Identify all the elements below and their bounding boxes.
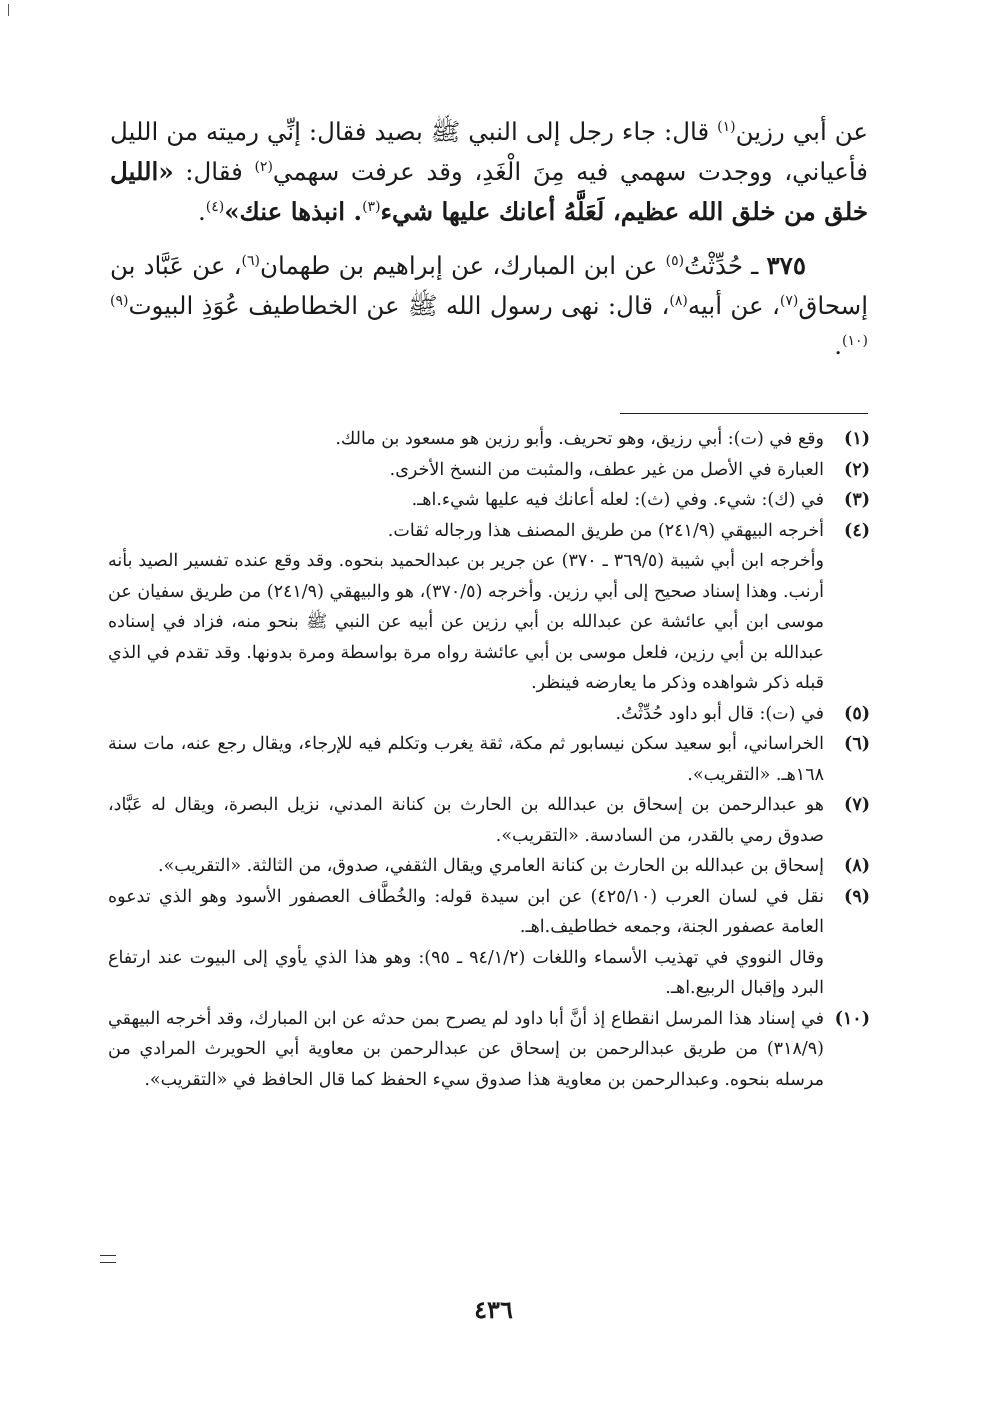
footnote-number: (٢): [844, 459, 870, 480]
hadith-paragraph-1: [110, 112, 868, 232]
footnote-text: الخراساني، أبو سعيد سكن نيسابور ثم مكة، ثقة يغرب وتكلم فيه للإرجاء، ويقال رجع عنه، مات سنة ١٦٨هـ. «التقريب».: [108, 734, 824, 785]
footnote-5: [108, 699, 870, 730]
footnote-number: (٧): [844, 795, 870, 815]
hadith-quote: . انبذها عنك»: [224, 197, 363, 226]
footnote-number: (٦): [844, 734, 870, 754]
footnote-ref[interactable]: (٨): [669, 292, 688, 309]
text-segment: عن أبي رزين: [735, 117, 868, 146]
footnote-number: (١٠): [834, 1008, 870, 1029]
hadith-paragraph-2: [110, 246, 868, 366]
footnote-1: [108, 424, 870, 455]
text-segment: عن ابن المبارك، عن إبراهيم بن طهمان: [260, 251, 666, 280]
footnote-4: [108, 516, 870, 699]
footnote-number: (٩): [844, 886, 870, 907]
footnote-text: في (ك): شيء. وفي (ث): لعله أعانك فيه عليها شيء.اهـ.: [411, 490, 824, 510]
footnote-6: [108, 729, 870, 790]
text-segment: .: [197, 197, 206, 226]
footnote-ref[interactable]: (٤): [205, 198, 225, 215]
hadith-number: ٣٧٥: [766, 251, 806, 280]
text-segment: فقال:: [173, 157, 255, 186]
footnote-ref[interactable]: (٣): [362, 198, 381, 215]
text-segment: قال: جاء رجل إلى النبي ﷺ بصيد فقال: إنِّي رميته من الليل فأعياني، ووجدت سهمي فيه مِنَ الْغَدِ، وقد عرفت سهمي: [110, 117, 869, 186]
footnote-number: (٥): [844, 703, 870, 724]
footnote-3: [108, 485, 870, 516]
footnote-number: (٤): [844, 520, 870, 541]
footnote-7: [108, 790, 870, 851]
footnote-number: (١): [844, 429, 870, 449]
text-segment: .: [834, 331, 843, 360]
footnote-ref[interactable]: (٢): [254, 158, 273, 175]
text-segment: ، عن أبيه: [687, 291, 780, 320]
text-segment: ، عن عَبَّاد بن إسحاق: [110, 251, 868, 320]
continuation-mark: [100, 1255, 116, 1263]
footnote-10: [108, 1004, 870, 1096]
footnote-8: [108, 851, 870, 882]
footnote-separator: [620, 413, 868, 414]
footnote-text: العبارة في الأصل من غير عطف، والمثبت من النسخ الأخرى.: [389, 459, 824, 480]
footnote-ref[interactable]: (٦): [241, 252, 260, 269]
hadith-quote: «الليل خلق من خلق الله عظيم، لَعَلَّهُ أعانك عليها شيء: [110, 157, 868, 226]
footnote-text: أخرجه البيهقي (٢٤١/٩) من طريق المصنف هذا ورجاله ثقات.: [387, 520, 824, 541]
page-number: ٤٣٦: [474, 1295, 513, 1324]
footnote-text: في (ت): قال أبو داود حُدِّثْتُ.: [615, 703, 824, 724]
footnote-text: في إسناد هذا المرسل انقطاع إذ أنَّ أبا داود لم يصرح بمن حدثه عن ابن المبارك، وقد أخرجه البيهقي (٣١٨/٩) من طريق عبدالرحمن بن إسحاق عن عبدالرحمن بن معاوية أبي الحويرث المرادي من مرسله بنحوه. وعبدالرحمن بن معاوية هذا صدوق سيء الحفظ كما قال الحافظ في «التقريب».: [108, 1008, 824, 1090]
footnote-text: وقع في (ت): أبي رزيق، وهو تحريف. وأبو رزين هو مسعود بن مالك.: [335, 429, 824, 449]
footnote-2: [108, 455, 870, 486]
footnote-text: نقل في لسان العرب (٤٢٥/١٠) عن ابن سيدة قوله: والخُطَّاف العصفور الأسود وهو الذي تدعوه العامة عصفور الجنة، وجمعه خطاطيف.اهـ.: [108, 886, 825, 937]
corner-mark: [8, 4, 23, 16]
footnote-text: هو عبدالرحمن بن إسحاق بن عبدالله بن الحارث بن كنانة المدني، نزيل البصرة، ويقال له عَبَّاد، صدوق رمي بالقدر، من السادسة. «التقريب».: [108, 795, 824, 846]
footnote-9: [108, 882, 870, 1004]
footnote-number: (٨): [844, 856, 870, 876]
footnote-number: (٣): [844, 490, 870, 510]
footnote-ref[interactable]: (٩)(١٠): [110, 292, 868, 349]
text-segment: ـ حُدِّثْتُ: [684, 251, 767, 280]
footnote-text: إسحاق بن عبدالله بن الحارث بن كنانة العامري ويقال الثقفي، صدوق، من الثالثة. «التقريب».: [158, 856, 824, 876]
footnote-text: وأخرجه ابن أبي شيبة (٣٦٩/٥ ـ ٣٧٠) عن جرير بن عبدالحميد بنحوه. وقد وقع عنده تفسير الصيد بأنه أرنب. وهذا إسناد صحيح إلى أبي رزين. وأخرجه (٣٧٠/٥)، هو والبيهقي (٢٤١/٩) من طريق سفيان عن موسى ابن أبي عائشة عن عبدالله بن أبي رزين عن أبيه عن النبي ﷺ بنحو منه، فزاد في إسناده عبدالله بن أبي رزين، فلعل موسى بن أبي عائشة رواه مرة بواسطة ومرة بدونها. وقد تقدم في الذي قبله ذكر شواهده وذكر ما يعارضه فينظر.: [108, 551, 824, 693]
footnote-text: وقال النووي في تهذيب الأسماء واللغات (٩٤/١/٢ ـ ٩٥): وهو هذا الذي يأوي إلى البيوت عند ارتفاع البرد وإقبال الربيع.اهـ.: [108, 947, 824, 998]
text-segment: ، قال: نهى رسول الله ﷺ عن الخطاطيف عُوَذِ البيوت: [128, 291, 670, 320]
footnotes: [108, 424, 870, 1095]
footnote-ref[interactable]: (١): [717, 118, 736, 135]
main-text: [110, 112, 868, 366]
footnote-ref[interactable]: (٥): [665, 252, 685, 269]
footnote-ref[interactable]: (٧): [779, 292, 799, 309]
